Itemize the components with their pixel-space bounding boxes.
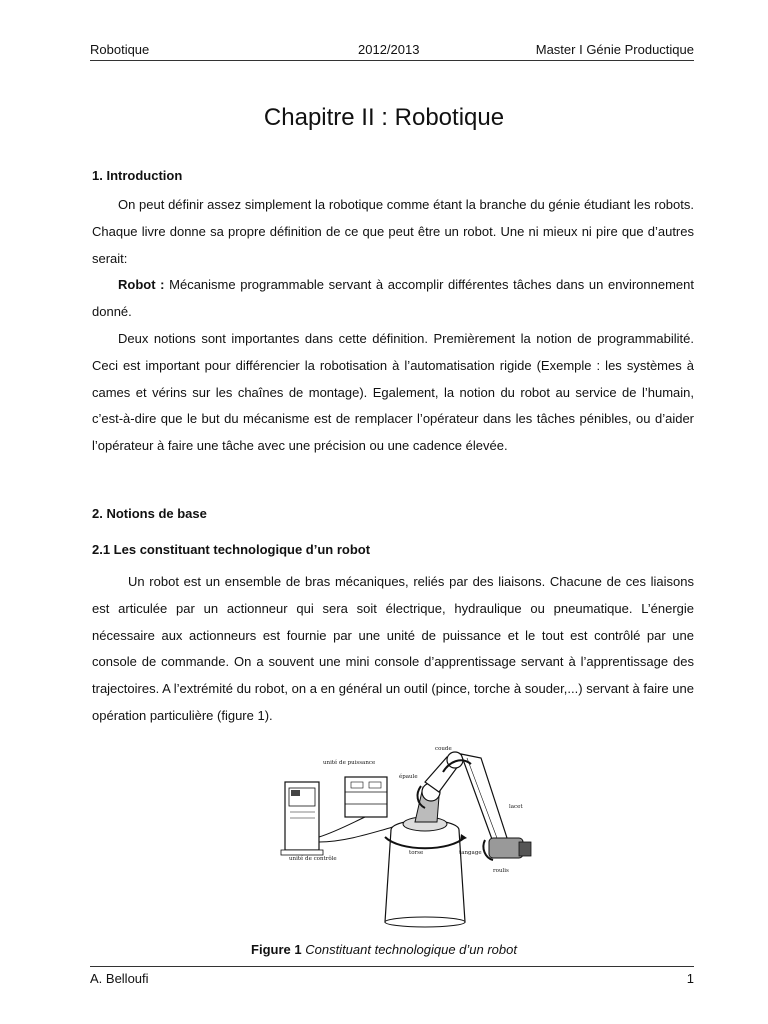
caption-label: Figure 1	[251, 942, 302, 957]
label-roulis: roulis	[493, 868, 509, 874]
page-footer	[90, 966, 694, 987]
intro-paragraph: On peut définir assez simplement la robotique comme étant la branche du génie étudiant les robots. Chaque livre donne sa propre définition de ce que peut être un robot. Une ni mieux ni pire que d’autres serait:	[92, 197, 694, 266]
page-header	[90, 42, 694, 61]
control-unit-drawing	[281, 782, 323, 855]
label-coude: coude	[435, 746, 452, 752]
page-number: 1	[686, 971, 694, 986]
section-2-1-heading: 2.1 Les constituant technologique d’un robot	[92, 542, 371, 557]
footer-author: A. Belloufi	[90, 971, 149, 986]
robot-definition-text: Mécanisme programmable servant à accomplir différentes tâches dans un environnement donné.	[92, 277, 694, 319]
label-lacet: lacet	[509, 804, 523, 810]
robot-figure	[275, 742, 540, 928]
section-2-heading: 2. Notions de base	[92, 506, 207, 521]
header-subject: Robotique	[90, 42, 150, 57]
robot-term: Robot :	[118, 277, 165, 292]
header-year: 2012/2013	[358, 42, 420, 57]
header-program: Master I Génie Productique	[535, 42, 694, 57]
label-epaule: épaule	[399, 774, 418, 780]
robot-definition	[92, 272, 694, 326]
label-tangage: tangage	[459, 850, 482, 856]
notions-paragraph: Deux notions sont importantes dans cette définition. Premièrement la notion de programmabilité. Ceci est important pour différencier la robotisation à l’automatisation rigide (Exemple : les systèmes à cames et vérins sur les chaînes de montage). Egalement, la notion du robot au service de l’humain, c’est-à-dire que le but du mécanisme est de remplacer l’opérateur dans les tâches pénibles, ou d’aider l’opérateur à faire une tâche avec une précision ou une cadence élevée.	[92, 331, 694, 454]
label-unite-controle: unité de contrôle	[289, 856, 337, 862]
label-unite-puissance: unité de puissance	[323, 760, 376, 766]
section-1-heading: 1. Introduction	[92, 168, 183, 183]
caption-text: Constituant technologique d’un robot	[305, 942, 517, 957]
figure-caption	[0, 942, 768, 957]
robot-base-drawing	[385, 817, 467, 927]
chapter-title: Chapitre II : Robotique	[263, 104, 505, 131]
label-torse: torse	[409, 850, 424, 856]
power-unit-drawing	[345, 777, 387, 817]
constituents-paragraph: Un robot est un ensemble de bras mécaniques, reliés par des liaisons. Chacune de ces liaisons est articulée par un actionneur qui sera soit électrique, hydraulique ou pneumatique. L’énergie nécessaire aux actionneurs est fournie par une unité de puissance et le tout est contrôlé par une console de commande. On a souvent une mini console d’apprentissage servant à l’apprentissage des trajectoires. A l’extrémité du robot, on a en général un outil (pince, torche à souder,...) servant à faire une opération particulière (figure 1).	[92, 574, 694, 723]
